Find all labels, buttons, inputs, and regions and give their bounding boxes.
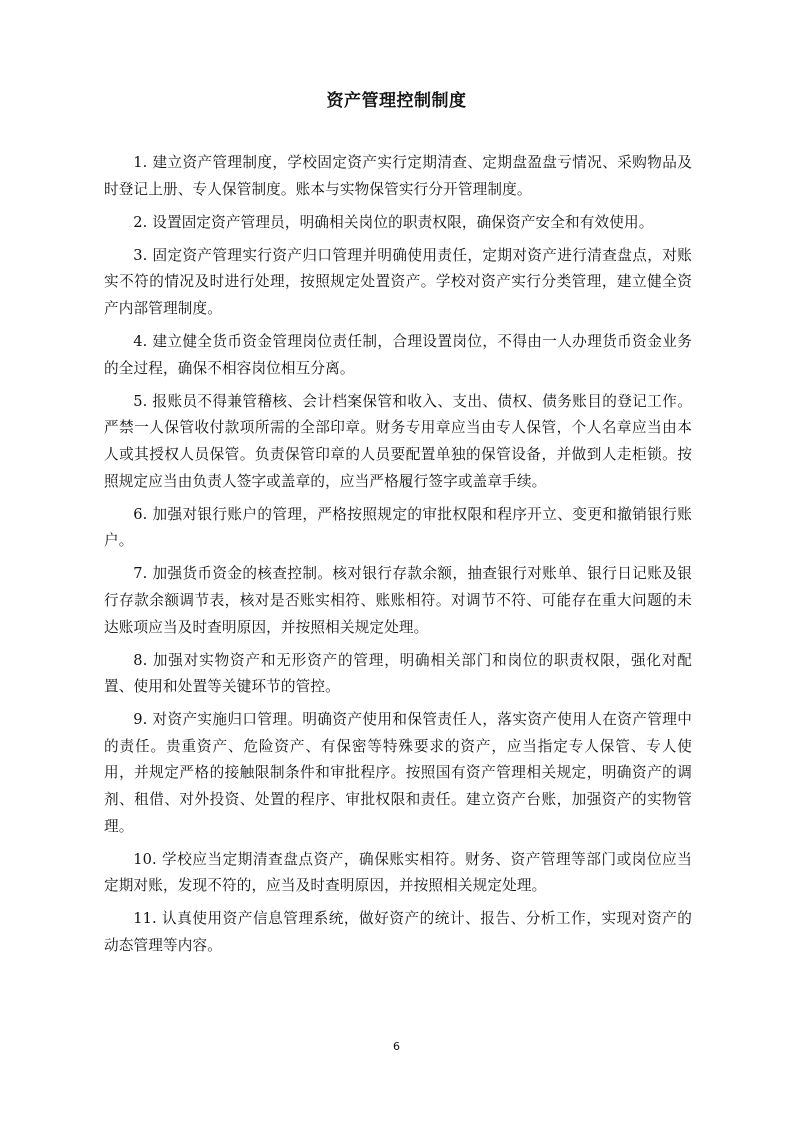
document-body: [104, 150, 692, 966]
paragraph-1: 1. 建立资产管理制度，学校固定资产实行定期清查、定期盘盈盘亏情况、采购物品及时登记上册、专人保管制度。账本与实物保管实行分开管理制度。: [104, 154, 692, 198]
paragraph-4: 4. 建立健全货币资金管理岗位责任制，合理设置岗位，不得由一人办理货币资金业务的全过程，确保不相容岗位相互分离。: [104, 333, 692, 377]
paragraph-2: 2. 设置固定资产管理员，明确相关岗位的职责权限，确保资产安全和有效使用。: [133, 213, 654, 231]
paragraph-9: 9. 对资产实施归口管理。明确资产使用和保管责任人，落实资产使用人在资产管理中的责任。贵重资产、危险资产、有保密等特殊要求的资产，应当指定专人保管、专人使用，并规定严格的接触限制条件和审批程序。按照国有资产管理相关规定，明确资产的调剂、租借、对外投资、处置的程序、审批权限和责任。建立资产台账，加强资产的实物管理。: [104, 711, 692, 835]
page-number: 6: [393, 1040, 400, 1053]
paragraph-7: 7. 加强货币资金的核查控制。核对银行存款余额，抽查银行对账单、银行日记账及银行存款余额调节表，核对是否账实相符、账账相符。对调节不符、可能存在重大问题的未达账项应当及时查明原因，并按照相关规定处理。: [104, 565, 692, 636]
paragraph-6: 6. 加强对银行账户的管理，严格按照规定的审批权限和程序开立、变更和撤销银行账户。: [104, 505, 692, 550]
paragraph-10: 10. 学校应当定期清查盘点资产，确保账实相符。财务、资产管理等部门或岗位应当定期对账，发现不符的，应当及时查明原因，并按照相关规定处理。: [104, 850, 692, 895]
paragraph-8: 8. 加强对实物资产和无形资产的管理，明确相关部门和岗位的职责权限，强化对配置、使用和处置等关键环节的管控。: [104, 651, 692, 696]
paragraph-11: 11. 认真使用资产信息管理系统，做好资产的统计、报告、分析工作，实现对资产的动态管理等内容。: [104, 910, 692, 955]
document-title: 资产管理控制制度: [326, 91, 467, 111]
paragraph-3: 3. 固定资产管理实行资产归口管理并明确使用责任，定期对资产进行清查盘点，对账实不符的情况及时进行处理，按照规定处置资产。学校对资产实行分类管理，建立健全资产内部管理制度。: [104, 246, 692, 317]
paragraph-5: 5. 报账员不得兼管稽核、会计档案保管和收入、支出、债权、债务账目的登记工作。严禁一人保管收付款项所需的全部印章。财务专用章应当由专人保管，个人名章应当由本人或其授权人员保管。负责保管印章的人员要配置单独的保管设备，并做到人走柜锁。按照规定应当由负责人签字或盖章的，应当严格履行签字或盖章手续。: [104, 392, 692, 490]
